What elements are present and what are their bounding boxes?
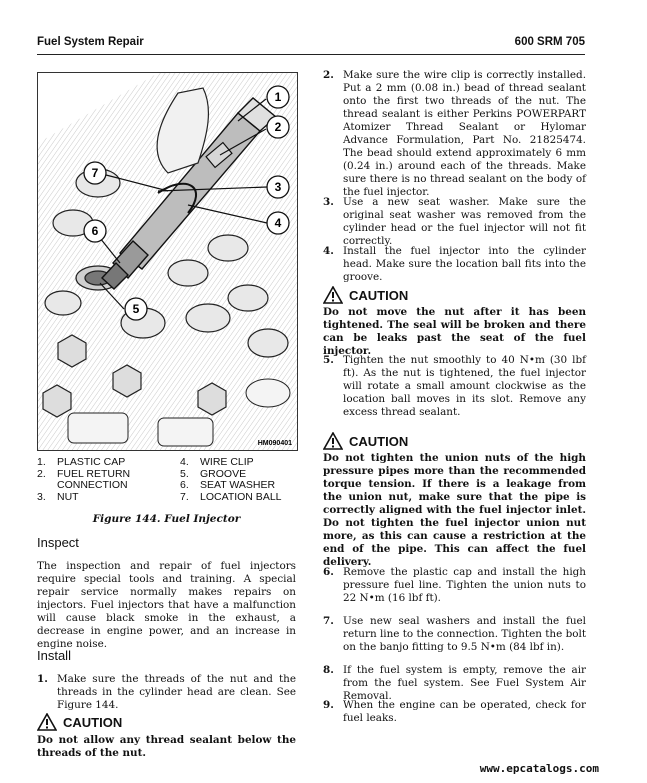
- warning-icon: [323, 432, 343, 450]
- caution-heading-1: CAUTION: [37, 713, 122, 731]
- callout-6: [84, 220, 106, 242]
- legend-item: 3. NUT: [37, 490, 79, 503]
- legend-item: 2. FUEL RETURN CONNECTION: [37, 467, 131, 491]
- step-9: 9. When the engine can be operated, check for fuel leaks.: [323, 699, 586, 724]
- callout-1: [267, 86, 289, 108]
- svg-text:4: 4: [274, 216, 282, 230]
- inspect-heading: Inspect: [37, 535, 79, 550]
- legend-item: 7. LOCATION BALL: [180, 490, 282, 503]
- step-3: 3. Use a new seat washer. Make sure the original seat washer was removed from the cylinder head or the fuel injector will not fit correctly.: [323, 196, 586, 247]
- step-5: 5. Tighten the nut smoothly to 40 N•m (30 lbf ft). As the nut is tightened, the fuel injector will rotate a small amount clockwise as the location ball moves in its slot. Remove any excess thread sealant.: [323, 354, 586, 418]
- warning-icon: [323, 286, 343, 304]
- section-title: Fuel System Repair: [37, 36, 144, 48]
- install-heading: Install: [37, 648, 71, 663]
- document-id: 600 SRM 705: [514, 36, 585, 48]
- figure-id-label: HM090401: [257, 440, 292, 447]
- callout-7: [84, 162, 106, 184]
- footer-watermark[interactable]: www.epcatalogs.com: [479, 762, 599, 775]
- caution-text-2: Do not move the nut after it has been tightened. The seal will be broken and there can be leaks past the seat of the fuel injector.: [323, 306, 586, 357]
- step-7: 7. Use new seal washers and install the fuel return line to the connection. Tighten the bolt on the banjo fitting to 9.5 N•m (84 lbf in).: [323, 615, 586, 653]
- figure-caption: Figure 144. Fuel Injector: [92, 513, 241, 525]
- step-2: 2. Make sure the wire clip is correctly installed. Put a 2 mm (0.08 in.) bead of thread sealant onto the first two threads of the nut. The thread sealant is either Perkins POWERPART Atomizer Thread Sealant or Hylomar Advance Formulation, Part No. 21825474. The bead should extend approximately 6 mm (0.24 in.) around each of the threads. Make sure there is no thread sealant on the body of the fuel injector.: [323, 69, 586, 198]
- legend-item: 6. SEAT WASHER: [180, 479, 276, 491]
- step-8: 8. If the fuel system is empty, remove the air from the fuel system. See Fuel System Air Removal.: [323, 664, 586, 702]
- caution-text-1: Do not allow any thread sealant below the threads of the nut.: [37, 734, 296, 759]
- callout-2: [267, 116, 289, 138]
- step-4: 4. Install the fuel injector into the cylinder head. Make sure the location ball fits into the groove.: [323, 245, 586, 283]
- inspect-paragraph: The inspection and repair of fuel injectors require special tools and training. A special repair service normally makes repairs on injectors. Fuel injectors that have a malfunction will cause black smoke in the exhaust, a decrease in engine power, and an increase in engine noise.: [37, 560, 296, 650]
- svg-text:2: 2: [274, 120, 282, 134]
- fuel-injector-figure: [37, 72, 298, 451]
- legend-item: 4. WIRE CLIP: [180, 456, 254, 468]
- callout-4: [267, 212, 289, 234]
- legend-item: 1. PLASTIC CAP: [37, 456, 126, 468]
- legend-item: 5. GROOVE: [180, 467, 247, 480]
- header-rule: [37, 54, 585, 55]
- callout-5: [125, 298, 147, 320]
- step-1: 1. Make sure the threads of the nut and the threads in the cylinder head are clean. See Figure 144.: [37, 673, 296, 711]
- svg-text:7: 7: [91, 166, 99, 180]
- caution-text-3: Do not tighten the union nuts of the high pressure pipes more than the recommended torque tension. If there is a leakage from the union nut, make sure that the pipe is correctly aligned with the fuel injector inlet. Do not tighten the fuel injector union nut more, as this can cause a restriction at the end of the pipe. This can affect the fuel delivery.: [323, 452, 586, 568]
- caution-heading-3: CAUTION: [323, 432, 408, 450]
- svg-text:1: 1: [274, 90, 282, 104]
- svg-text:6: 6: [91, 224, 99, 238]
- fuel-injector-illustration: [38, 73, 297, 450]
- svg-text:3: 3: [274, 180, 282, 194]
- step-6: 6. Remove the plastic cap and install the high pressure fuel line. Tighten the union nuts to 22 N•m (16 lbf ft).: [323, 566, 586, 604]
- warning-icon: [37, 713, 57, 731]
- callout-3: [267, 176, 289, 198]
- svg-text:5: 5: [132, 302, 140, 316]
- caution-heading-2: CAUTION: [323, 286, 408, 304]
